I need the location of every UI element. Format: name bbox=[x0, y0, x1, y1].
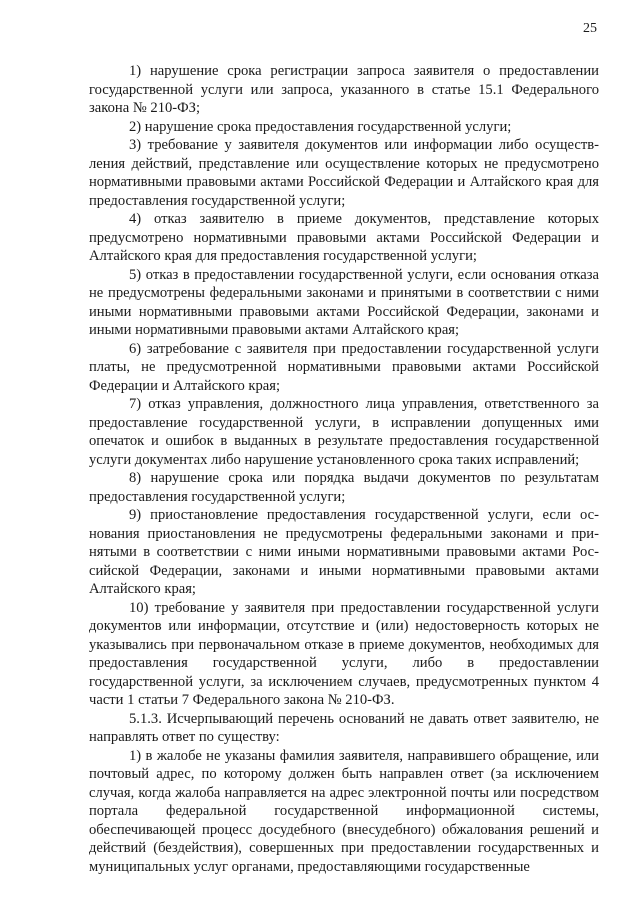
paragraph-refusal-acceptance: 4) отказ заявителю в приеме документов, представление которых предусмотрено нормативными правовыми актами Российской Федерации и Алтайского края для предоставления государственной услуги; bbox=[89, 211, 599, 264]
page-number: 25 bbox=[583, 21, 597, 36]
paragraph-violation-registration-term: 1) нарушение срока регистрации запроса заявителя о предоставлении государственной услуги или запроса, указанного в статье 15.1 Федерального закона № 210-ФЗ; bbox=[89, 63, 599, 116]
document-body bbox=[89, 62, 599, 876]
paragraph-section-5-1-3: 5.1.3. Исчерпывающий перечень оснований не давать ответ заявителю, не направлять ответ по существу: bbox=[89, 710, 599, 745]
paragraph-violation-service-term: 2) нарушение срока предоставления государственной услуги; bbox=[129, 118, 512, 135]
paragraph-payment-demand: 6) затребование с заявителя при предоставлении государственной услуги платы, не предусмотренной нормативными правовыми актами Российской Федерации и Алтайского края; bbox=[89, 340, 599, 394]
paragraph-refusal-service: 5) отказ в предоставлении государственной услуги, если основания отказа не предусмотрены федеральными законами и принятыми в соответствии с ними иными нормативными правовыми актами Российской Федерации, законами и иными нормативными правовыми актами Алтайского края; bbox=[89, 266, 599, 338]
paragraph-missing-name-address: 1) в жалобе не указаны фамилия заявителя, направившего обращение, или почтовый адрес, по которому должен быть направлен ответ (за исключением случая, когда жалоба направляется на адрес электронной почты или посредством портала федеральной государственной информационной системы, обеспечивающей процесс досудебного (внесудебного) обжалования решений и действий (бездействия), совершенных при предоставлении государственных и муниципальных услуг органами, предоставляющими государственные bbox=[89, 747, 599, 875]
paragraph-issuance-violation: 8) нарушение срока или порядка выдачи документов по результатам предоставления государственной услуги; bbox=[89, 470, 599, 505]
paragraph-documents-requirement: 3) требование у заявителя документов или информации либо осуществления действий, представление или осуществление которых не предусмотрено нормативными правовыми актами Российской Федерации и Алтайского края для предоставления государственной услуги; bbox=[89, 137, 599, 209]
paragraph-extra-documents: 10) требование у заявителя при предоставлении государственной услуги документов или информации, отсутствие и (или) недостоверность которых не указывались при первоначальном отказе в приеме документов, необходимых для предоставления государственной услуги, либо в предоставлении государственной услуги, за исключением случаев, предусмотренных пунктом 4 части 1 статьи 7 Федерального закона № 210-ФЗ. bbox=[89, 599, 599, 708]
paragraph-refusal-correction: 7) отказ управления, должностного лица управления, ответственного за предоставление государственной услуги, в исправлении допущенных ими опечаток и ошибок в выданных в результате предоставления государственной услуги документах либо нарушение установленного срока таких исправлений; bbox=[89, 396, 599, 468]
paragraph-suspension: 9) приостановление предоставления государственной услуги, если основания приостановления не предусмотрены федеральными законами и принятыми в соответствии с ними иными нормативными правовыми актами Российской Федерации, законами и иными нормативными правовыми актами Алтайского края; bbox=[89, 507, 599, 597]
